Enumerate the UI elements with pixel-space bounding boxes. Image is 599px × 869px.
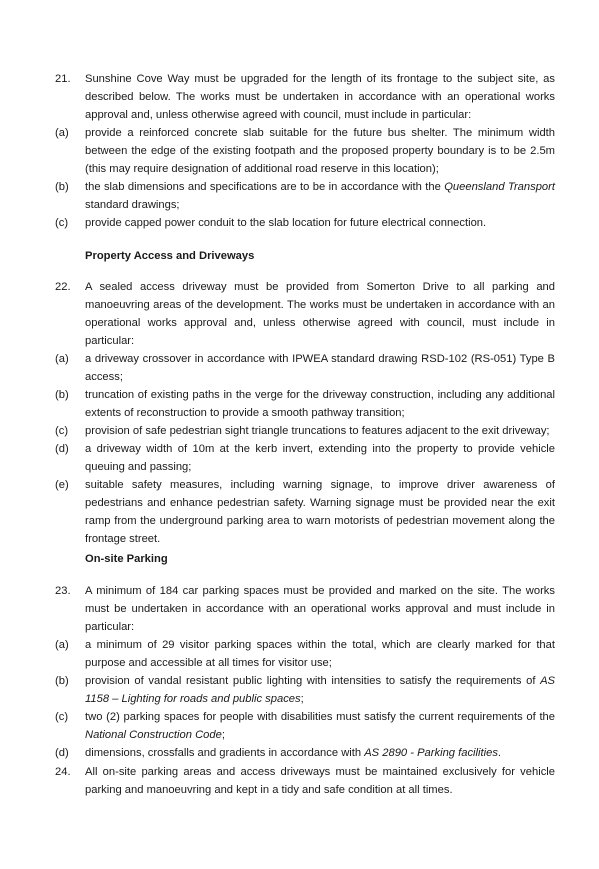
item-label: (c)	[55, 217, 69, 229]
section-heading: On-site Parking	[85, 553, 168, 565]
item-label: (c)	[55, 425, 69, 437]
list-item	[55, 124, 555, 178]
item-text-end: ;	[300, 693, 304, 705]
condition-number: 24.	[55, 766, 71, 778]
item-text: two (2) parking spaces for people with disabilities must satisfy the current requirements of the	[85, 711, 555, 723]
item-label: (c)	[55, 711, 69, 723]
item-label: (a)	[55, 353, 69, 365]
item-text: a minimum of 29 visitor parking spaces within the total, which are clearly marked for that purpose and accessible at all times for visitor use;	[85, 639, 555, 669]
list-item	[55, 214, 555, 232]
item-label: (d)	[55, 443, 69, 455]
list-item	[55, 422, 555, 440]
list-item	[55, 476, 555, 548]
item-text: provision of vandal resistant public lighting with intensities to satisfy the requirements of	[85, 675, 541, 687]
item-text: truncation of existing paths in the verge for the driveway construction, including any additional extents of reconstruction to provide a smooth pathway transition;	[85, 389, 555, 419]
condition-23	[55, 582, 555, 762]
condition-intro: All on-site parking areas and access driveways must be maintained exclusively for vehicle parking and manoeuvring and kept in a tidy and safe condition at all times.	[85, 766, 555, 796]
item-text: a driveway crossover in accordance with IPWEA standard drawing RSD-102 (RS-051) Type B access;	[85, 353, 555, 383]
condition-22	[55, 278, 555, 548]
item-text-end: .	[497, 747, 502, 759]
list-item	[55, 672, 555, 708]
item-label: (e)	[55, 479, 69, 491]
item-label: (b)	[55, 675, 69, 687]
item-text: dimensions, crossfalls and gradients in accordance with	[85, 747, 365, 759]
condition-intro: A minimum of 184 car parking spaces must be provided and marked on the site. The works must be undertaken in accordance with an operational works approval and must include in particular:	[85, 585, 555, 633]
condition-intro: A sealed access driveway must be provided from Somerton Drive to all parking and manoeuvring areas of the development. The works must be undertaken in accordance with an operational works approval and, unless otherwise agreed with council, must include in particular:	[85, 281, 555, 347]
item-text: suitable safety measures, including warning signage, to improve driver awareness of pedestrians and enhance pedestrian safety. Warning signage must be provided near the exit ramp from the underground parking area to warn motorists of pedestrian movement along the frontage street.	[85, 479, 555, 545]
condition-number: 21.	[55, 73, 71, 85]
item-text: a driveway width of 10m at the kerb invert, extending into the property to provide vehicle queuing and passing;	[85, 443, 555, 473]
list-item	[55, 386, 555, 422]
list-item	[55, 178, 555, 214]
item-text-italic: AS 2890 - Parking facilities	[364, 747, 498, 759]
item-text: provide a reinforced concrete slab suitable for the future bus shelter. The minimum width between the edge of the existing footpath and the proposed property boundary is to be 2.5m (this may require designation of additional road reserve in this location);	[85, 127, 555, 175]
list-item	[55, 636, 555, 672]
section-heading: Property Access and Driveways	[85, 250, 255, 262]
list-item	[55, 708, 555, 744]
item-text: provision of safe pedestrian sight triangle truncations to features adjacent to the exit driveway;	[85, 425, 550, 437]
list-item	[55, 744, 555, 762]
item-label: (d)	[55, 747, 69, 759]
item-text: provide capped power conduit to the slab location for future electrical connection.	[85, 217, 487, 229]
item-text-italic: National Construction Code	[85, 729, 222, 741]
item-text-end: standard drawings;	[85, 199, 180, 211]
item-text-italic: Queensland Transport	[444, 181, 555, 193]
condition-number: 23.	[55, 585, 71, 597]
condition-intro: Sunshine Cove Way must be upgraded for the length of its frontage to the subject site, as described below. The works must be undertaken in accordance with an operational works approval and, unless otherwise agreed with council, must include in particular:	[85, 73, 555, 121]
item-text: the slab dimensions and specifications are to be in accordance with the	[85, 181, 445, 193]
condition-24	[55, 763, 555, 799]
item-label: (a)	[55, 639, 69, 651]
condition-21	[55, 70, 555, 232]
list-item	[55, 350, 555, 386]
item-label: (a)	[55, 127, 69, 139]
item-text-end: ;	[221, 729, 225, 741]
condition-number: 22.	[55, 281, 71, 293]
item-label: (b)	[55, 181, 69, 193]
item-label: (b)	[55, 389, 69, 401]
item-text-italic: AS 1158 – Lighting for roads and public spaces	[85, 675, 555, 705]
list-item	[55, 440, 555, 476]
